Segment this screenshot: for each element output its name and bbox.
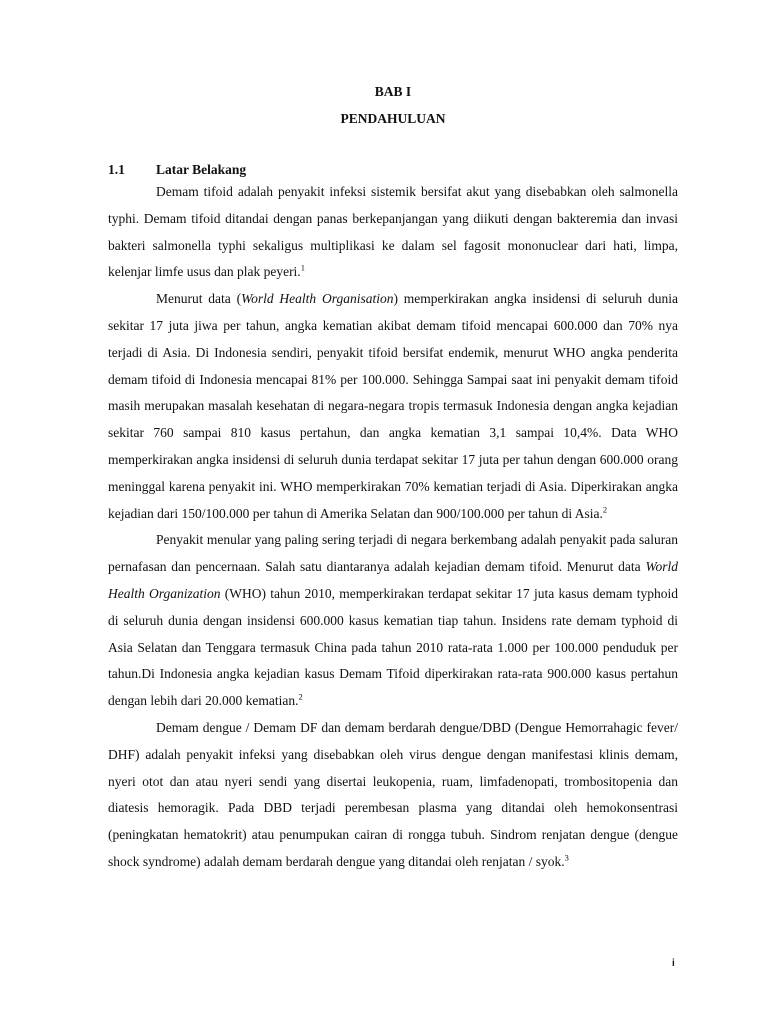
body-text: [108, 179, 678, 876]
paragraph-3-pre: Penyakit menular yang paling sering terjadi di negara berkembang adalah penyakit pada saluran pernafasan dan pencernaan. Salah satu diantaranya adalah kejadian demam tifoid. Menurut data: [108, 532, 678, 575]
footnote-ref-1: 1: [300, 262, 305, 273]
paragraph-2-pre: Menurut data (: [156, 291, 242, 307]
paragraph-2-post: ) memperkirakan angka insidensi di seluruh dunia sekitar 17 juta jiwa per tahun, angka kematian akibat demam tifoid mencapai 600.000 dan 70% nya terjadi di Asia. Di Indonesia sendiri, penyakit tifoid bersifat endemik, menurut WHO angka penderita demam tifoid di Indonesia mencapai 81% per 100.000. Sehingga Sampai saat ini penyakit demam tifoid masih merupakan masalah kesehatan di negara-negara tropis termasuk Indonesia dengan angka kejadian sekitar 760 sampai 810 kasus pertahun, dan angka kematian 3,1 sampai 10,4%. Data WHO memperkirakan angka insidensi di seluruh dunia terdapat sekitar 17 juta per tahun dengan 600.000 orang meninggal karena penyakit ini. WHO memperkirakan 70% kematian terjadi di Asia. Diperkirakan angka kejadian dari 150/100.000 per tahun di Amerika Selatan dan 900/100.000 per tahun di Asia.: [108, 291, 678, 521]
paragraph-3: [108, 527, 678, 715]
paragraph-1-text: Demam tifoid adalah penyakit infeksi sistemik bersifat akut yang disebabkan oleh salmonella typhi. Demam tifoid ditandai dengan panas berkepanjangan yang diikuti dengan bakteremia dan invasi bakteri salmonella typhi sekaligus multiplikasi ke dalam sel fagosit mononuclear dari hati, limpa, kelenjar limfe usus dan plak peyeri.: [108, 184, 678, 280]
page-number: i: [672, 958, 675, 969]
chapter-title: PENDAHULUAN: [340, 111, 446, 126]
footnote-ref-4: 3: [564, 852, 569, 863]
section-title: Latar Belakang: [156, 162, 247, 177]
footnote-ref-2: 2: [602, 504, 608, 515]
paragraph-3-post: (WHO) tahun 2010, memperkirakan terdapat sekitar 17 juta kasus demam typhoid di seluruh dunia dengan insidensi 600.000 kasus kematian tiap tahun. Insidens rate demam typhoid di Asia Selatan dan Tenggara termasuk China pada tahun 2010 rata-rata 1.000 per 100.000 penduduk per tahun.Di Indonesia angka kejadian kasus Demam Tifoid diperkirakan rata-rata 900.000 kasus pertahun dengan lebih dari 20.000 kematian.: [108, 585, 678, 709]
chapter-label: BAB I: [374, 84, 412, 99]
footnote-ref-3: 2: [298, 691, 303, 702]
section-heading: [108, 162, 246, 178]
section-number: 1.1: [108, 162, 125, 177]
paragraph-4-text: Demam dengue / Demam DF dan demam berdarah dengue/DBD (Dengue Hemorrahagic fever/ DHF) adalah penyakit infeksi yang disebabkan oleh virus dengue dengan manifestasi klinis demam, nyeri otot dan atau nyeri sendi yang disertai leukopenia, ruam, limfadenopati, trombositopenia dan diatesis hemoragik. Pada DBD terjadi perembesan plasma yang ditandai oleh hemokonsentrasi (peningkatan hematokrit) atau penumpukan cairan di rongga tubuh. Sindrom renjatan dengue (dengue shock syndrome) adalah demam berdarah dengue yang ditandai oleh renjatan / syok.: [108, 719, 678, 869]
paragraph-1: [108, 179, 678, 286]
paragraph-4: [108, 715, 678, 876]
paragraph-3-italic: World Health Organization: [108, 559, 678, 601]
paragraph-2: [108, 286, 678, 527]
paragraph-2-italic: World Health Organisation: [241, 291, 394, 307]
